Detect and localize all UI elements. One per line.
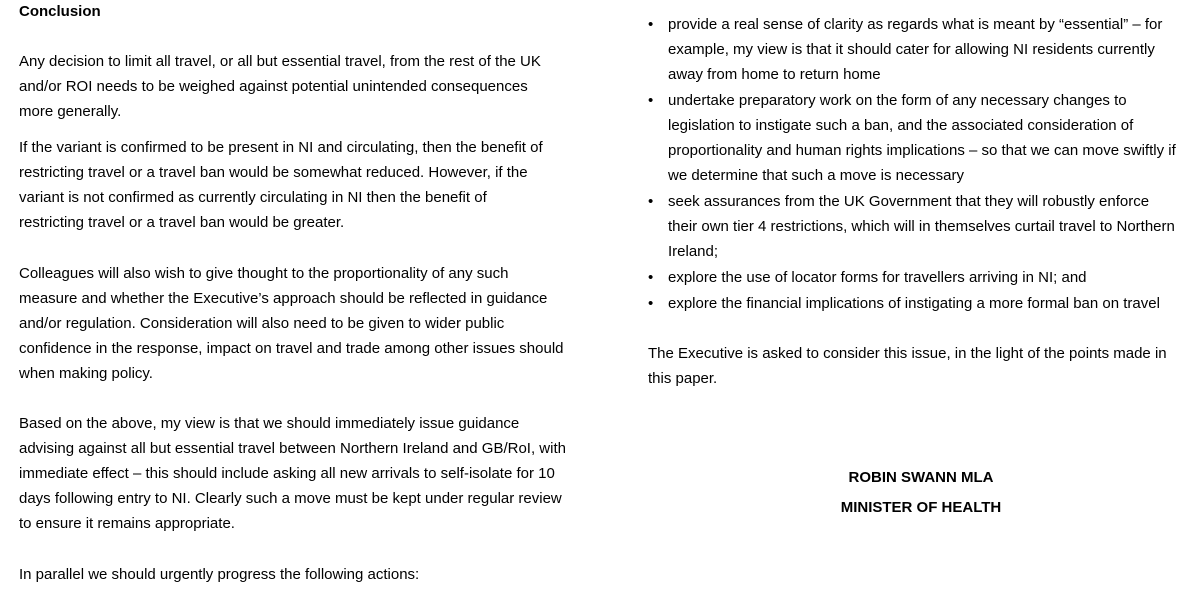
bullet-icon: •: [648, 269, 654, 286]
list-item: [648, 265, 1180, 290]
bullet-icon: •: [648, 295, 654, 312]
list-item: [648, 12, 1180, 87]
paragraph-unintended-consequences: Any decision to limit all travel, or all but essential travel, from the rest of the UK and/or ROI needs to be weighed against potential unintended consequences more generally.: [19, 53, 541, 120]
signature-name: ROBIN SWANN MLA: [848, 469, 994, 486]
paragraph-variant: If the variant is confirmed to be present in NI and circulating, then the benefit of restricting travel or a travel ban would be somewhat reduced. However, if the variant is not confirmed as currently circulating in NI then the benefit of restricting travel or a travel ban would be greater.: [19, 139, 543, 231]
list-item-text: explore the use of locator forms for travellers arriving in NI; and: [668, 269, 1087, 286]
signature-title: MINISTER OF HEALTH: [840, 499, 1002, 516]
bullet-icon: •: [648, 193, 654, 210]
actions-list: [648, 12, 1180, 317]
section-heading: Conclusion: [19, 3, 101, 20]
list-item-text: explore the financial implications of instigating a more formal ban on travel: [668, 295, 1160, 312]
paragraph-recommendation: Based on the above, my view is that we should immediately issue guidance advising against all but essential travel between Northern Ireland and GB/RoI, with immediate effect – this should include asking all new arrivals to self-isolate for 10 days following entry to NI. Clearly such a move must be kept under regular review to ensure it remains appropriate.: [19, 415, 566, 532]
list-item-text: undertake preparatory work on the form of any necessary changes to legislation to instigate such a ban, and the associated consideration of proportionality and human rights implications – so that we can move swiftly if we determine that such a move is necessary: [668, 92, 1176, 184]
list-item: [648, 88, 1180, 188]
list-item-text: provide a real sense of clarity as regards what is meant by “essential” – for example, my view is that it should cater for allowing NI residents currently away from home to return home: [668, 16, 1163, 83]
paragraph-proportionality: Colleagues will also wish to give thought to the proportionality of any such measure and whether the Executive’s approach should be reflected in guidance and/or regulation. Consideration will also need to be given to wider public confidence in the response, impact on travel and trade among other issues should when making policy.: [19, 265, 564, 382]
list-item-text: seek assurances from the UK Government that they will robustly enforce their own tier 4 restrictions, which will in themselves curtail travel to Northern Ireland;: [668, 193, 1175, 260]
bullet-icon: •: [648, 16, 654, 33]
list-item: [648, 189, 1180, 264]
paragraph-actions-intro: In parallel we should urgently progress the following actions:: [19, 566, 420, 583]
paragraph-closing: The Executive is asked to consider this issue, in the light of the points made in this paper.: [648, 345, 1167, 387]
bullet-icon: •: [648, 92, 654, 109]
list-item: [648, 291, 1180, 316]
